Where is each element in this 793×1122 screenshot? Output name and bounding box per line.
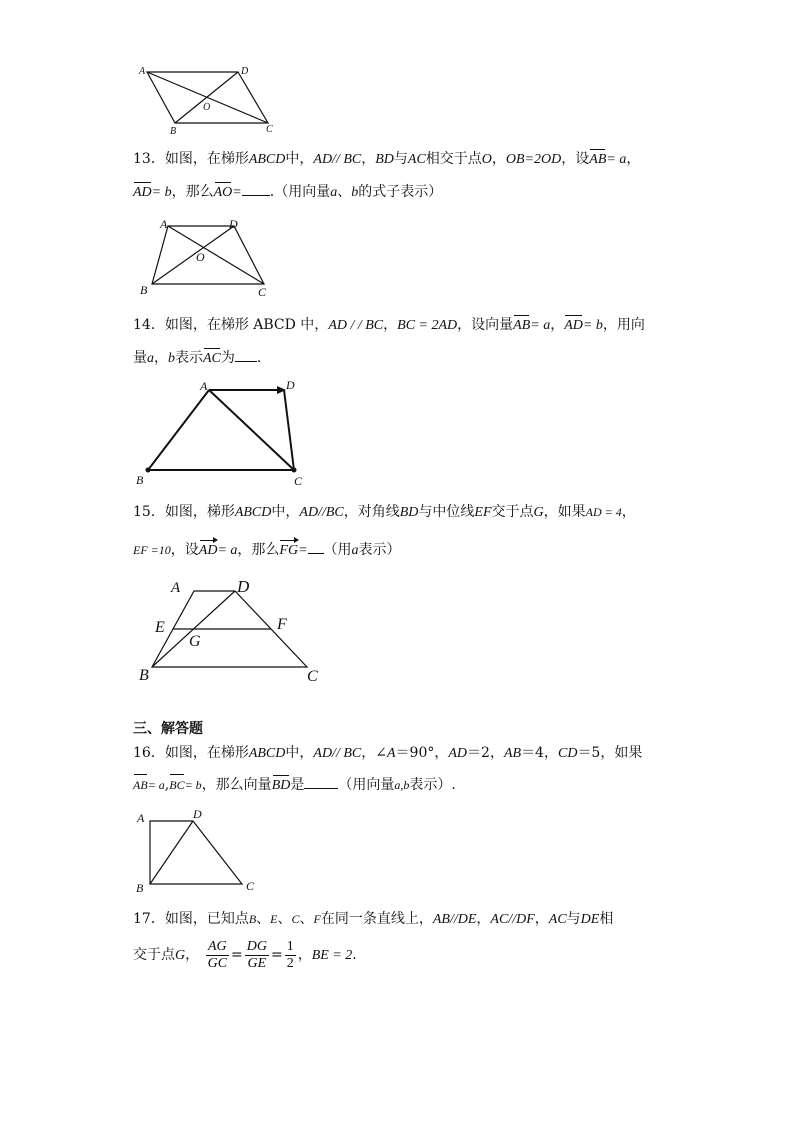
figure-q15-trapezoid — [137, 574, 332, 689]
vector-bd: BD — [271, 778, 291, 793]
label-d: D — [229, 217, 238, 231]
fraction-one-half: $\frac{1}{2}$ — [286, 938, 294, 971]
label-b: B — [170, 126, 177, 137]
q17-line1: 17．如图，已知点B、E、C、F在同一条直线上，AB//DE，AC//DF，AC与DE相 — [133, 911, 614, 927]
section-heading: 三、解答题 — [133, 721, 203, 737]
answer-blank[interactable] — [242, 182, 270, 196]
vector-ad: AD — [133, 185, 152, 200]
vector-fg: FG — [279, 543, 299, 558]
answer-blank[interactable] — [304, 775, 338, 789]
label-c: C — [294, 474, 303, 488]
label-e: E — [155, 619, 165, 636]
label-d: D — [193, 807, 202, 821]
figure-q12-parallelogram — [130, 60, 290, 140]
q15-line1: 15．如图，梯形ABCD中，AD//BC，对角线BD与中位线EF交于点G，如果AD = 4， — [133, 504, 636, 520]
figure-q16-trapezoid — [134, 806, 264, 896]
fraction-dg-ge: $\frac{DG}{GE}$ — [246, 938, 267, 971]
vector-ab: AB — [513, 318, 531, 333]
label-o: O — [196, 250, 205, 264]
label-b: B — [140, 283, 148, 297]
q16-line2: AB= a,BC= b，那么向量BD是 （用向量a,b表示）. — [133, 777, 456, 793]
label-c: C — [258, 285, 267, 299]
q15-line2: EF =10，设AD= a，那么FG= （用a表示） — [133, 542, 401, 558]
label-b: B — [136, 881, 144, 895]
label-c: C — [307, 668, 318, 685]
q13-line1: 13．如图，在梯形ABCD中，AD// BC，BD与AC相交于点O，OB=2OD，设AB= a， — [133, 151, 641, 167]
vector-ao: AO — [213, 185, 233, 200]
fraction-ag-gc: $\frac{AG}{GC}$ — [207, 938, 228, 971]
answer-blank[interactable] — [308, 540, 324, 554]
vector-bc: BC — [169, 778, 185, 792]
figure-q13-trapezoid — [138, 214, 288, 299]
label-a: A — [160, 217, 168, 231]
label-b: B — [136, 473, 144, 487]
vector-ad: AD — [198, 543, 218, 558]
label-b: B — [139, 667, 149, 684]
label-a: A — [200, 379, 208, 393]
q14-line1: 14．如图，在梯形 ABCD 中，AD / / BC，BC = 2AD，设向量AB= a，AD= b，用向 — [133, 317, 645, 333]
label-a: A — [171, 580, 181, 596]
label-o: O — [203, 102, 211, 113]
label-a: A — [139, 66, 146, 77]
label-a: A — [137, 811, 145, 825]
q17-line2: 交于点G， $\frac{AG}{GC}$ = $\frac{DG}{GE}$ = $\frac{1}{2}$ ，BE = 2. — [133, 938, 357, 971]
answer-blank[interactable] — [235, 348, 257, 362]
label-d: D — [237, 577, 250, 596]
label-c: C — [266, 124, 273, 135]
label-d: D — [241, 66, 249, 77]
label-g: G — [189, 633, 201, 650]
label-f: F — [277, 616, 287, 633]
q13-line2: AD= b，那么AO= .（用向量a、b的式子表示） — [133, 184, 443, 200]
vector-ac: AC — [203, 351, 221, 366]
vector-ab: AB — [133, 778, 148, 792]
figure-q14-trapezoid — [134, 374, 314, 492]
q16-line1: 16．如图，在梯形ABCD中，AD// BC，∠A＝90°，AD＝2，AB＝4，CD＝5，如果 — [133, 745, 643, 761]
label-d: D — [286, 378, 295, 392]
q14-line2: 量a，b表示AC为 . — [133, 350, 262, 366]
vector-ad: AD — [564, 318, 583, 333]
vector-ab: AB — [589, 152, 607, 167]
label-c: C — [246, 879, 255, 893]
